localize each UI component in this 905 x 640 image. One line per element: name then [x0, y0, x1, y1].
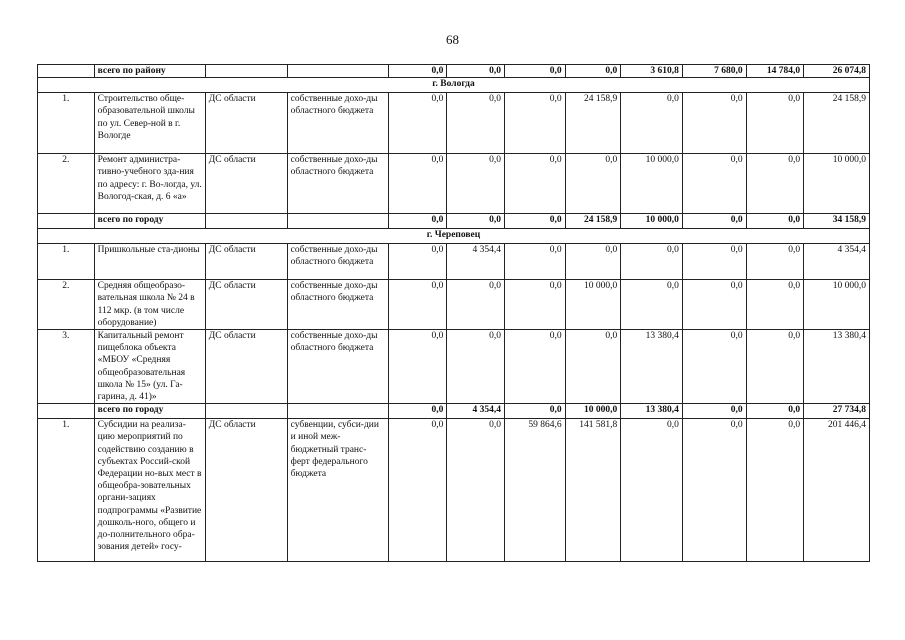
value-cell: 0,0 — [565, 154, 621, 214]
value-cell: 0,0 — [447, 419, 505, 562]
table-row — [38, 93, 870, 154]
table-row — [38, 280, 870, 330]
value-cell: 0,0 — [746, 280, 804, 330]
value-cell: 0,0 — [388, 214, 447, 229]
row-number: 3. — [38, 330, 95, 404]
value-cell: 10 000,0 — [804, 154, 870, 214]
value-cell: 24 158,9 — [565, 214, 621, 229]
value-cell: 0,0 — [504, 93, 565, 154]
section-header-vologda — [38, 78, 870, 93]
value-cell: 141 581,8 — [565, 419, 621, 562]
value-cell: 10 000,0 — [565, 280, 621, 330]
value-cell: 0,0 — [746, 154, 804, 214]
value-cell: 0,0 — [388, 244, 447, 280]
value-cell: 13 380,4 — [621, 330, 683, 404]
row-description: Капитальный ремонт пищеблока объекта «МБОУ «Средняя общеобразовательная школа № 15» (ул. Га-гарина, д. 41)» — [94, 330, 205, 404]
value-cell: 4 354,4 — [447, 404, 505, 419]
value-cell: 10 000,0 — [621, 214, 683, 229]
value-cell: 0,0 — [746, 404, 804, 419]
value-cell: 0,0 — [388, 404, 447, 419]
value-cell: 0,0 — [746, 93, 804, 154]
row-source: собственные дохо-ды областного бюджета — [287, 154, 388, 214]
value-cell: 0,0 — [682, 93, 746, 154]
total-label: всего по району — [94, 65, 205, 78]
row-source: собственные дохо-ды областного бюджета — [287, 244, 388, 280]
value-cell: 0,0 — [388, 280, 447, 330]
value-cell: 0,0 — [447, 93, 505, 154]
value-cell: 0,0 — [504, 280, 565, 330]
value-cell: 0,0 — [504, 244, 565, 280]
total-label: всего по городу — [94, 404, 205, 419]
value-cell: 0,0 — [682, 330, 746, 404]
row-description: Строительство обще-образовательной школы по ул. Север-ной в г. Вологде — [94, 93, 205, 154]
value-cell: 0,0 — [746, 419, 804, 562]
value-cell: 0,0 — [447, 154, 505, 214]
value-cell: 0,0 — [746, 330, 804, 404]
city-total-row-cherepovets — [38, 404, 870, 419]
table-row — [38, 244, 870, 280]
value-cell: 0,0 — [621, 280, 683, 330]
row-number: 1. — [38, 244, 95, 280]
value-cell: 10 000,0 — [565, 404, 621, 419]
row-customer: ДС области — [205, 419, 287, 562]
row-description: Ремонт администра-тивно-учебного зда-ния по адресу: г. Во-логда, ул. Вологод-ская, д. 6 «а» — [94, 154, 205, 214]
row-number: 1. — [38, 419, 95, 562]
row-customer: ДС области — [205, 154, 287, 214]
table-row — [38, 330, 870, 404]
value-cell: 0,0 — [682, 404, 746, 419]
value-cell: 4 354,4 — [804, 244, 870, 280]
row-description: Субсидии на реализа-цию мероприятий по содействию созданию в субъектах Россий-ской Федерации но-вых мест в общеобра-зовательных органи-зациях подпрограммы «Развитие дошколь-ного, общего и до-полнительного обра-зования детей» госу- — [94, 419, 205, 562]
value-cell: 0,0 — [504, 154, 565, 214]
city-total-row-vologda — [38, 214, 870, 229]
value-cell: 0,0 — [682, 154, 746, 214]
value-cell: 0,0 — [504, 65, 565, 78]
row-source: собственные дохо-ды областного бюджета — [287, 280, 388, 330]
district-total-row — [38, 65, 870, 78]
value-cell: 3 610,8 — [621, 65, 683, 78]
value-cell: 0,0 — [621, 93, 683, 154]
value-cell: 10 000,0 — [621, 154, 683, 214]
value-cell: 0,0 — [682, 419, 746, 562]
value-cell: 34 158,9 — [804, 214, 870, 229]
value-cell: 0,0 — [565, 330, 621, 404]
value-cell: 0,0 — [746, 214, 804, 229]
value-cell: 24 158,9 — [804, 93, 870, 154]
value-cell: 0,0 — [447, 280, 505, 330]
value-cell: 0,0 — [504, 404, 565, 419]
row-description: Пришкольные ста-дионы — [94, 244, 205, 280]
row-number: 1. — [38, 93, 95, 154]
value-cell: 13 380,4 — [621, 404, 683, 419]
budget-table — [37, 64, 870, 562]
value-cell: 13 380,4 — [804, 330, 870, 404]
value-cell: 0,0 — [447, 65, 505, 78]
value-cell: 10 000,0 — [804, 280, 870, 330]
row-source: собственные дохо-ды областного бюджета — [287, 93, 388, 154]
value-cell: 26 074,8 — [804, 65, 870, 78]
value-cell: 4 354,4 — [447, 244, 505, 280]
table-row — [38, 154, 870, 214]
value-cell: 0,0 — [682, 244, 746, 280]
row-source: собственные дохо-ды областного бюджета — [287, 330, 388, 404]
row-customer: ДС области — [205, 93, 287, 154]
value-cell: 0,0 — [682, 280, 746, 330]
value-cell: 24 158,9 — [565, 93, 621, 154]
row-source: субвенции, субси-дии и иной меж-бюджетный транс-ферт федерального бюджета — [287, 419, 388, 562]
value-cell: 0,0 — [621, 419, 683, 562]
row-number: 2. — [38, 280, 95, 330]
value-cell: 0,0 — [565, 65, 621, 78]
value-cell: 14 784,0 — [746, 65, 804, 78]
table-row — [38, 419, 870, 562]
section-title: г. Вологда — [38, 78, 870, 93]
row-customer: ДС области — [205, 330, 287, 404]
row-number: 2. — [38, 154, 95, 214]
value-cell: 27 734,8 — [804, 404, 870, 419]
value-cell: 201 446,4 — [804, 419, 870, 562]
row-customer: ДС области — [205, 244, 287, 280]
value-cell: 0,0 — [504, 214, 565, 229]
value-cell: 0,0 — [682, 214, 746, 229]
value-cell: 0,0 — [388, 419, 447, 562]
value-cell: 0,0 — [565, 244, 621, 280]
row-customer: ДС области — [205, 280, 287, 330]
value-cell: 7 680,0 — [682, 65, 746, 78]
row-description: Средняя общеобразо-вательная школа № 24 в 112 мкр. (в том числе оборудование) — [94, 280, 205, 330]
value-cell: 0,0 — [447, 214, 505, 229]
value-cell: 0,0 — [504, 330, 565, 404]
value-cell: 0,0 — [621, 244, 683, 280]
value-cell: 0,0 — [746, 244, 804, 280]
value-cell: 0,0 — [388, 93, 447, 154]
value-cell: 59 864,6 — [504, 419, 565, 562]
value-cell: 0,0 — [388, 154, 447, 214]
section-title: г. Череповец — [38, 229, 870, 244]
value-cell: 0,0 — [388, 330, 447, 404]
total-label: всего по городу — [94, 214, 205, 229]
value-cell: 0,0 — [447, 330, 505, 404]
page-number: 68 — [446, 32, 459, 47]
value-cell: 0,0 — [388, 65, 447, 78]
section-header-cherepovets — [38, 229, 870, 244]
